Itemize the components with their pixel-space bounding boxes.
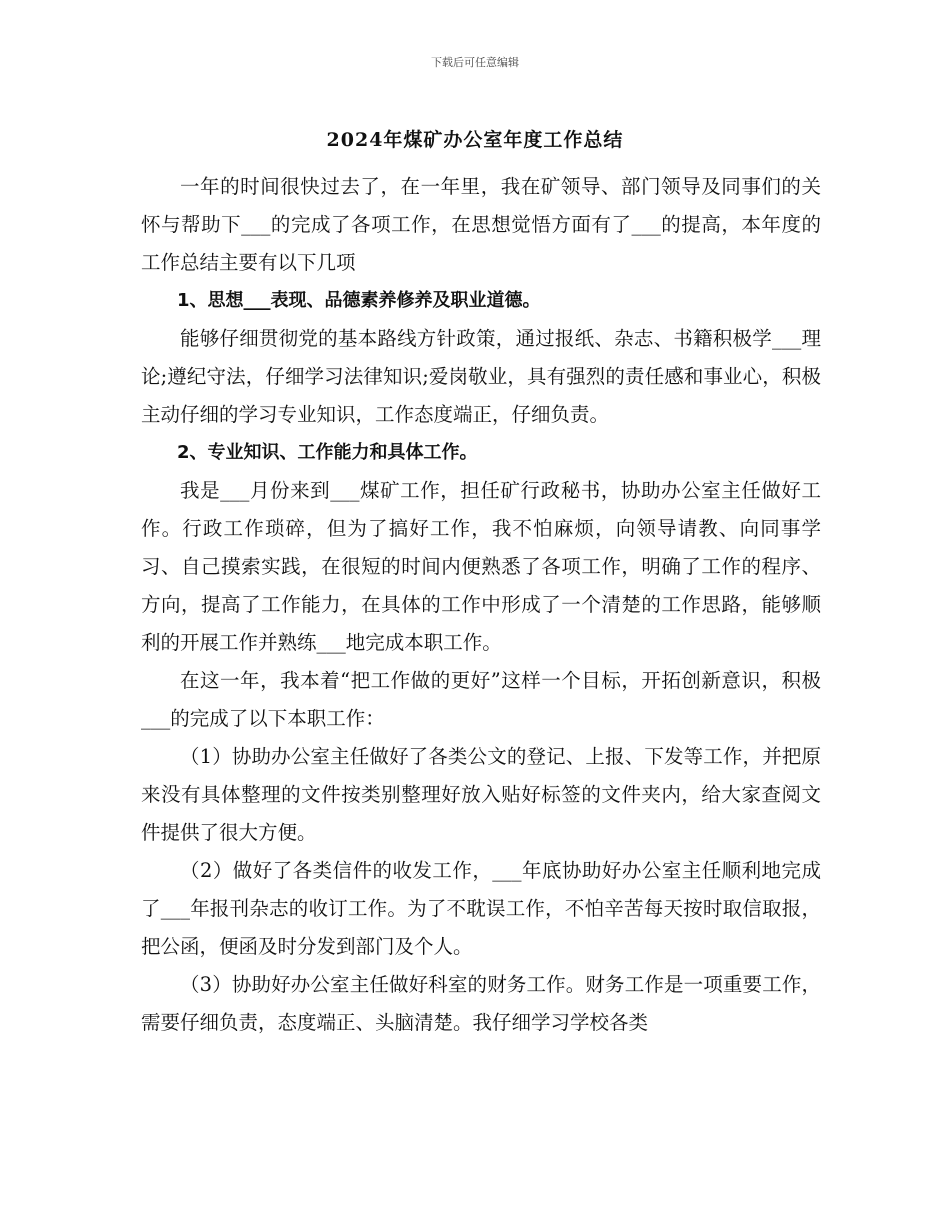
list-item-1: （1）协助办公室主任做好了各类公文的登记、上报、下发等工作，并把原来没有具体整理的文件按类别整理好放入贴好标签的文件夹内，给大家查阅文件提供了很大方便。 [141,745,821,844]
document-body [141,168,821,1042]
section-1-paragraph: 能够仔细贯彻党的基本路线方针政策，通过报纸、杂志、书籍积极学___理论;遵纪守法，仔细学习法律知识;爱岗敬业，具有强烈的责任感和事业心，积极主动仔细的学习专业知识，工作态度端正，仔细负责。 [141,327,821,426]
list-item-2: （2）做好了各类信件的收发工作，___年底协助好办公室主任顺利地完成了___年报刊杂志的收订工作。为了不耽误工作，不怕辛苦每天按时取信取报，把公函，便函及时分发到部门及个人。 [141,859,821,958]
header-note: 下载后可任意编辑 [431,56,519,69]
list-item-3: （3）协助好办公室主任做好科室的财务工作。财务工作是一项重要工作，需要仔细负责，态度端正、头脑清楚。我仔细学习学校各类 [141,973,821,1034]
section-heading-1: 1、思想___表现、品德素养修养及职业道德。 [177,290,541,311]
intro-paragraph: 一年的时间很快过去了，在一年里，我在矿领导、部门领导及同事们的关怀与帮助下___的完成了各项工作，在思想觉悟方面有了___的提高，本年度的工作总结主要有以下几项 [141,175,821,274]
section-2-paragraph-2: 在这一年，我本着“把工作做的更好”这样一个目标，开拓创新意识，积极___的完成了以下本职工作： [141,669,821,730]
section-2-paragraph: 我是___月份来到___煤矿工作，担任矿行政秘书，协助办公室主任做好工作。行政工作琐碎，但为了搞好工作，我不怕麻烦，向领导请教、向同事学习、自己摸索实践，在很短的时间内便熟悉了各项工作，明确了工作的程序、方向，提高了工作能力，在具体的工作中形成了一个清楚的工作思路，能够顺利的开展工作并熟练___地完成本职工作。 [141,479,821,654]
document-title: 2024年煤矿办公室年度工作总结 [326,129,624,151]
section-heading-2: 2、专业知识、工作能力和具体工作。 [177,442,478,463]
